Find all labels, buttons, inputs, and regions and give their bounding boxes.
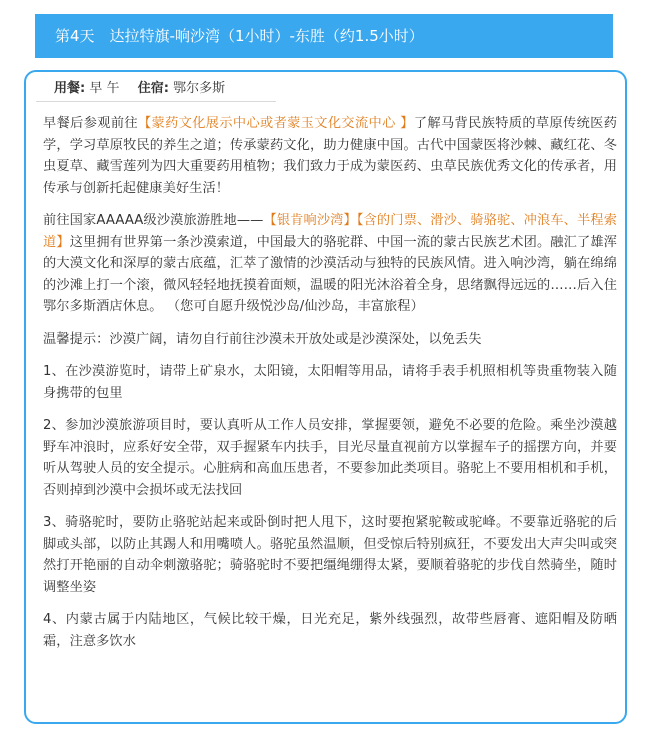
itinerary-card [24, 70, 627, 724]
highlight-xiangshawan: 【银肯响沙湾】【含的门票、滑沙、骑骆驼、冲浪车、半程索道】 [43, 213, 617, 250]
paragraph-xiangshawan [43, 210, 617, 318]
paragraph-tip-1: 1、在沙漠游览时，请带上矿泉水，太阳镜，太阳帽等用品，请将手表手机照相机等贵重物装入随身携带的包里 [43, 364, 617, 401]
itinerary-content [43, 113, 617, 663]
paragraph-tip-3: 3、骑骆驼时，要防止骆驼站起来或卧倒时把人甩下，这时要抱紧驼鞍或驼峰。不要靠近骆驼的后脚或头部，以防止其踢人和用嘴喷人。骆驼虽然温顺，但受惊后特别疯狂，不要发出大声尖叫或突然打开艳丽的自动伞刺激骆驼；骑骆驼时不要把缰绳绷得太紧，要顺着骆驼的步伐自然骑坐，随时调整坐姿 [43, 515, 617, 595]
paragraph-tip: 温馨提示：沙漠广阔，请勿自行前往沙漠未开放处或是沙漠深处，以免丢失 [43, 331, 482, 347]
lodging-value: 鄂尔多斯 [173, 81, 226, 96]
text-segment: 前往国家AAAAA级沙漠旅游胜地—— [43, 213, 264, 228]
day-title: 第4天 达拉特旗-响沙湾（1小时）-东胜（约1.5小时） [55, 27, 424, 45]
paragraph-museum [43, 113, 617, 199]
lodging-label: 住宿: [137, 81, 169, 96]
paragraph-tip-2: 2、参加沙漠旅游项目时，要认真听从工作人员安排，掌握要领，避免不必要的危险。乘坐沙漠越野车冲浪时，应系好安全带，双手握紧车内扶手，目光尽量直视前方以掌握车子的摇摆方向，并要听从驾驶人员的安全提示。心脏病和高血压患者，不要参加此类项目。骆驼上不要用相机和手机，否则掉到沙漠中会损坏或无法找回 [43, 418, 617, 498]
meals-value: 早 午 [89, 81, 120, 96]
highlight-museum: 【蒙药文化展示中心或者蒙玉文化交流中心 】 [137, 116, 414, 131]
meal-lodging-row [36, 80, 276, 102]
meals-label: 用餐: [54, 81, 86, 96]
day-title-bar [35, 14, 613, 58]
paragraph-tip-4: 4、内蒙古属于内陆地区，气候比较干燥，日光充足，紫外线强烈，故带些唇膏、遮阳帽及防晒霜，注意多饮水 [43, 612, 617, 649]
text-segment: 这里拥有世界第一条沙漠索道，中国最大的骆驼群、中国一流的蒙古民族艺术团。融汇了雄浑的大漠文化和深厚的蒙古底蕴，汇萃了激情的沙漠活动与独特的民族风情。进入响沙湾，躺在绵绵的沙滩上打一个滚，微风轻轻地抚摸着面颊，温暖的阳光沐浴着全身，思绪飘得远远的……后入住鄂尔多斯酒店休息。 （您可自愿升级悦沙岛/仙沙岛，丰富旅程） [43, 234, 617, 314]
text-segment: 了解马背民族特质的草原传统医药学，学习草原牧民的养生之道；传承蒙药文化，助力健康中国。古代中国蒙医将沙棘、藏红花、冬虫夏草、藏雪莲列为四大重要药用植物；我们致力于成为蒙医药、虫草民族优秀文化的传承者，用传承与创新托起健康美好生活！ [43, 116, 617, 196]
text-segment: 早餐后参观前往 [43, 116, 138, 131]
